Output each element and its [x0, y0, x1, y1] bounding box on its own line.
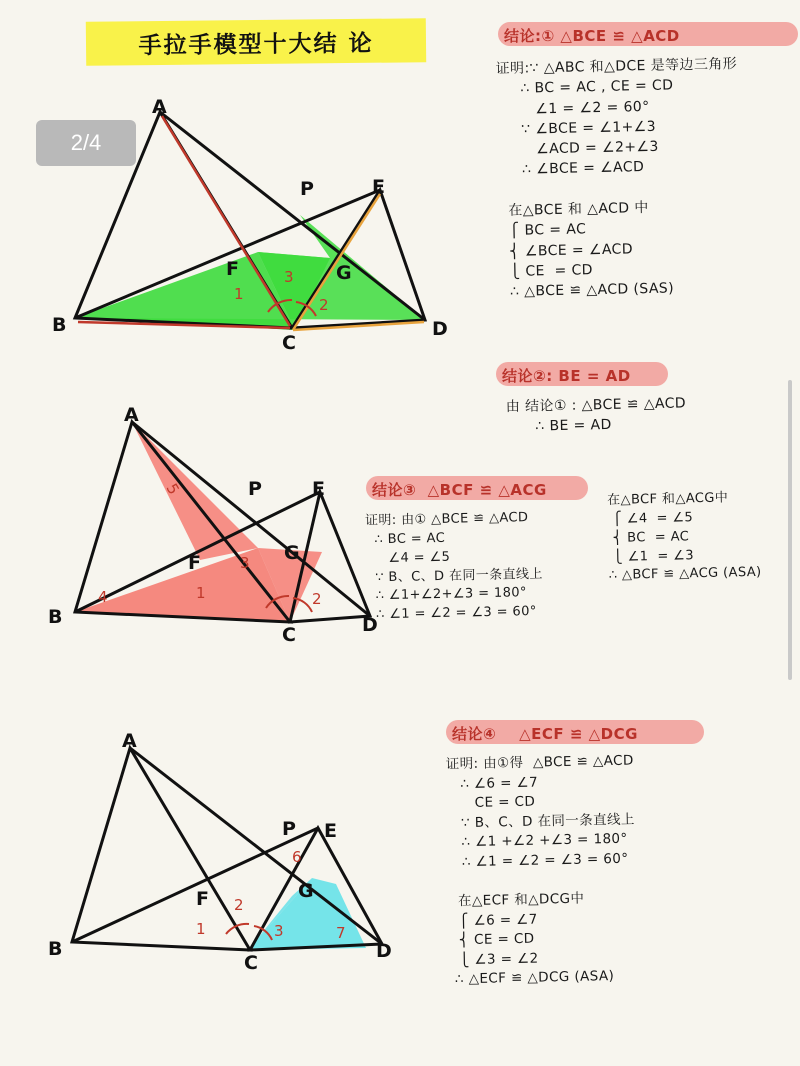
figure-3-label-E: E: [324, 820, 337, 842]
figure-2-label-A: A: [124, 404, 139, 426]
figure-3-angle-3: 3: [274, 922, 284, 940]
figure-1-label-G: G: [336, 262, 352, 284]
figure-3-angle-6: 6: [292, 848, 302, 866]
note-1-header: 结论:① △BCE ≌ △ACD: [504, 27, 680, 45]
figure-2-angle-5: 5: [162, 480, 183, 498]
figure-2-label-C: C: [282, 624, 296, 646]
figure-2-angle-1: 1: [196, 584, 206, 602]
note-4-header: 结论④ △ECF ≌ △DCG: [452, 725, 638, 743]
figure-3-label-C: C: [244, 952, 258, 974]
figure-3-angle-2b: 2: [234, 896, 244, 914]
figure-3-label-A: A: [122, 730, 137, 752]
figure-3-label-B: B: [48, 938, 63, 960]
note-4-body: 证明: 由①得 △BCE ≌ △ACD ∴ ∠6 = ∠7 CE = CD ∵ B、C、D 在同一条直线上 ∴ ∠1 +∠2 +∠3 = 180° ∴ ∠1 = ∠2 = ∠3 = 60° 在△ECF 和△DCG中 ⎧ ∠6 = ∠7 ⎨ CE = CD ⎩ ∠3 = ∠2 ∴ △ECF ≌ △DCG (ASA): [445, 752, 635, 988]
note-3-header: 结论③ △BCF ≌ △ACG: [372, 481, 547, 499]
note-3b-body: 在△BCF 和△ACG中 ⎧ ∠4 = ∠5 ⎨ BC = AC ⎩ ∠1 = ∠3 ∴ △BCF ≌ △ACG (ASA): [607, 490, 762, 584]
figure-1-label-E: E: [372, 176, 385, 198]
figure-1-label-B: B: [52, 314, 67, 336]
figure-1-angle-1: 1: [234, 285, 244, 303]
figure-1-label-A: A: [152, 96, 167, 118]
figure-2-label-B: B: [48, 606, 63, 628]
figure-3-label-P: P: [282, 818, 296, 840]
figure-3-angle-1: 1: [196, 920, 206, 938]
figure-2-label-D: D: [362, 614, 378, 636]
figure-2-label-P: P: [248, 478, 262, 500]
figure-2-label-G: G: [284, 542, 300, 564]
note-3-body: 证明: 由① △BCE ≌ △ACD ∴ BC = AC ∠4 = ∠5 ∵ B、C、D 在同一条直线上 ∴ ∠1+∠2+∠3 = 180° ∴ ∠1 = ∠2 = ∠3 = 60°: [364, 510, 543, 623]
figure-1-label-D: D: [432, 318, 448, 340]
page-indicator-badge: 2/4: [36, 120, 136, 166]
note-1-body: 证明:∵ △ABC 和△DCE 是等边三角形 ∴ BC = AC , CE = CD ∠1 = ∠2 = 60° ∵ ∠BCE = ∠1+∠3 ∠ACD = ∠2+∠3 ∴ ∠BCE = ∠ACD 在△BCE 和 △ACD 中 ⎧ BC = AC ⎨ ∠BCE = ∠ACD ⎩ CE = CD ∴ △BCE ≌ △ACD (SAS): [495, 56, 738, 301]
note-2-body: 由 结论① : △BCE ≌ △ACD ∴ BE = AD: [505, 395, 687, 436]
figure-1-label-P: P: [300, 178, 314, 200]
figure-1-angle-3: 3: [284, 268, 294, 286]
figure-2-angle-4: 4: [98, 588, 108, 606]
figure-1-angle-2: 2: [319, 296, 329, 314]
page-title: 手拉手模型十大结 论: [86, 18, 426, 66]
figure-3-label-G: G: [298, 880, 314, 902]
figure-3-angle-7: 7: [336, 924, 346, 942]
figure-2-angle-3: 3: [240, 554, 250, 572]
figure-2-label-F: F: [188, 552, 201, 574]
figure-3-label-F: F: [196, 888, 209, 910]
figure-1-label-F: F: [226, 258, 239, 280]
figure-1-label-C: C: [282, 332, 296, 354]
figure-2-angle-2: 2: [312, 590, 322, 608]
figure-3-label-D: D: [376, 940, 392, 962]
figure-2-label-E: E: [312, 478, 325, 500]
note-2-header: 结论②: BE = AD: [502, 367, 631, 385]
